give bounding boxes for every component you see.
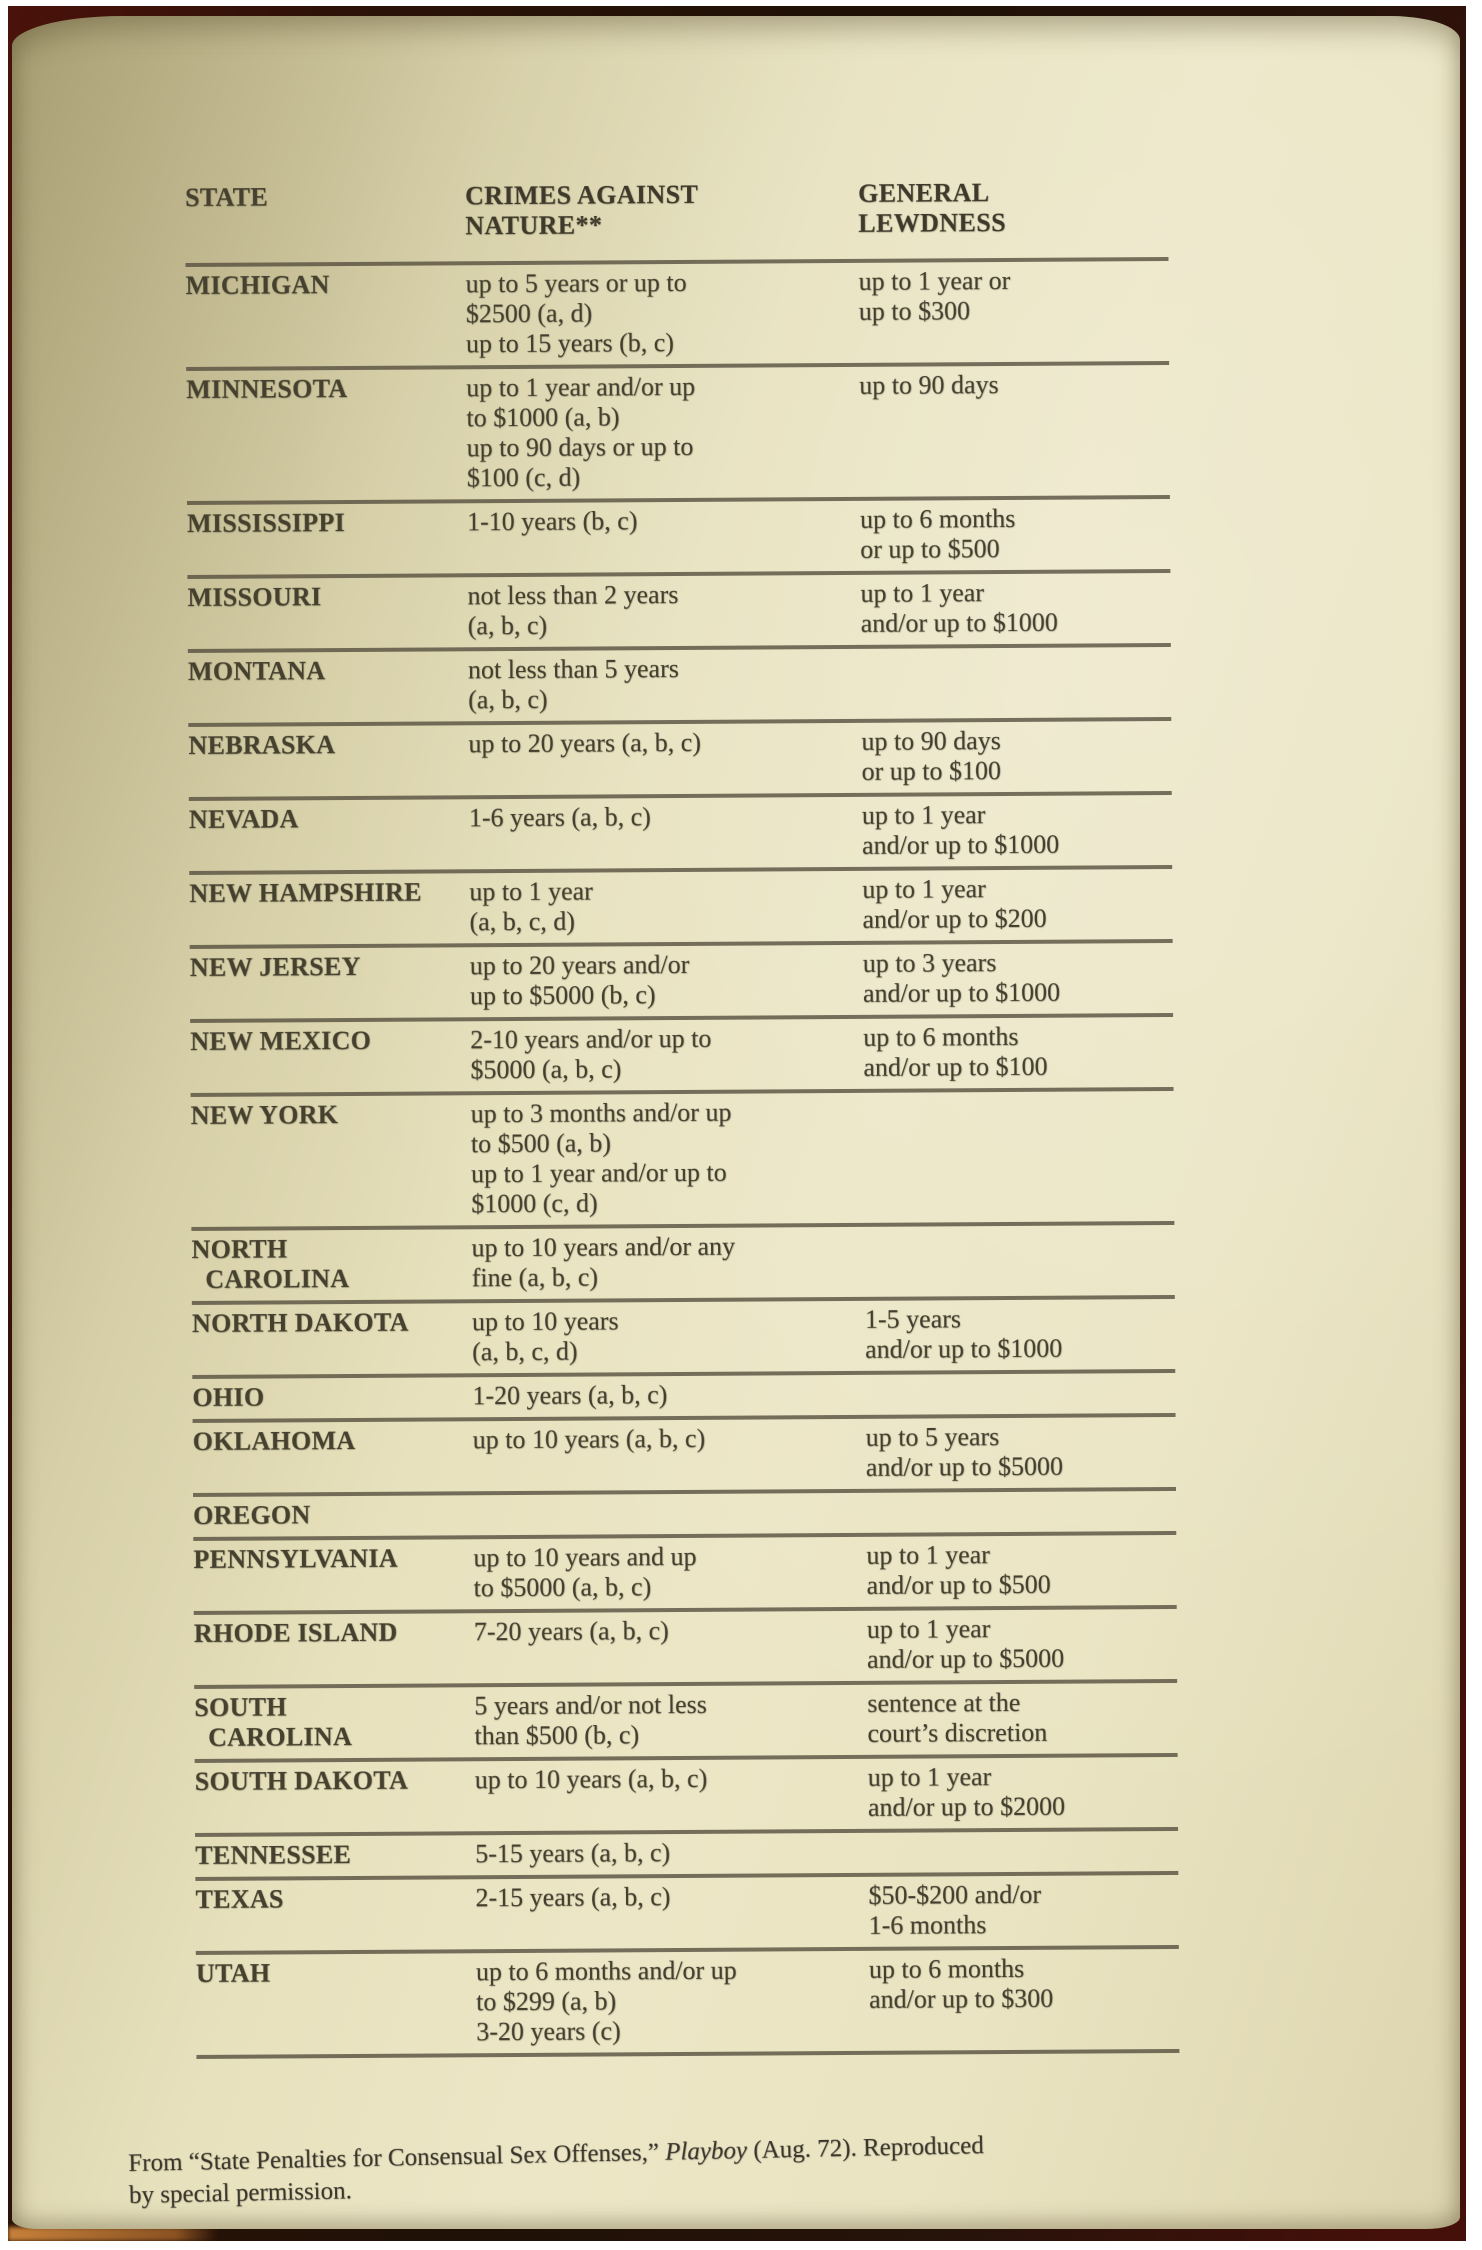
state-cell: NEW YORK	[190, 1100, 339, 1130]
book-page	[12, 16, 1460, 2229]
crimes-cell: up to 20 years and/or up to $5000 (b, c)	[469, 949, 690, 1011]
header-crimes-against-nature: CRIMES AGAINST NATURE**	[464, 179, 699, 241]
crimes-cell: up to 20 years (a, b, c)	[468, 727, 701, 759]
table-header-row	[185, 177, 1168, 263]
crimes-cell: up to 10 years and up to $5000 (a, b, c)	[473, 1541, 697, 1603]
lewdness-cell: sentence at the court’s discretion	[867, 1687, 1048, 1748]
crimes-cell: 2-15 years (a, b, c)	[475, 1882, 671, 1913]
crimes-cell: up to 10 years and/or any fine (a, b, c)	[471, 1231, 736, 1293]
header-general-lewdness: GENERAL LEWDNESS	[857, 178, 1007, 238]
state-cell: UTAH	[195, 1958, 271, 1988]
lewdness-cell: up to 90 days or up to $100	[861, 726, 1002, 786]
crimes-cell	[473, 1497, 866, 1529]
state-cell: MISSOURI	[187, 582, 322, 612]
crimes-cell: 1-20 years (a, b, c)	[472, 1380, 668, 1411]
table-body	[185, 257, 1179, 2055]
header-state: STATE	[185, 182, 269, 212]
crimes-cell: 1-10 years (b, c)	[466, 506, 638, 537]
state-cell: NEW HAMPSHIRE	[189, 877, 422, 908]
lewdness-cell: up to 1 year and/or up to $2000	[867, 1762, 1066, 1822]
state-cell: OKLAHOMA	[192, 1425, 356, 1456]
state-cell: NEW MEXICO	[190, 1025, 372, 1056]
lewdness-cell: up to 1 year and/or up to $1000	[860, 578, 1058, 638]
table-row	[193, 1413, 1176, 1493]
crimes-cell: 2-10 years and/or up to $5000 (a, b, c)	[470, 1023, 712, 1085]
crimes-cell: up to 10 years (a, b, c)	[474, 1763, 708, 1795]
lewdness-cell	[865, 1377, 1175, 1409]
lewdness-cell: $50-$200 and/or 1-6 months	[868, 1879, 1042, 1940]
state-cell: MONTANA	[187, 656, 326, 686]
source-note-text: From “State Penalties for Consensual Sex Offenses,”	[128, 2138, 666, 2177]
table-row	[187, 569, 1170, 649]
table-row	[190, 1013, 1173, 1093]
crimes-cell: not less than 2 years (a, b, c)	[467, 579, 679, 641]
state-cell: SOUTH DAKOTA	[194, 1765, 409, 1796]
table-row	[188, 643, 1171, 723]
table-row	[193, 1531, 1176, 1611]
table-row	[185, 257, 1169, 367]
table-row	[192, 1295, 1175, 1375]
crimes-cell: 7-20 years (a, b, c)	[473, 1616, 669, 1647]
crimes-cell: up to 10 years (a, b, c, d)	[471, 1306, 619, 1367]
crimes-cell: up to 10 years (a, b, c)	[472, 1423, 706, 1455]
table-row	[191, 1221, 1174, 1301]
lewdness-cell: up to 1 year or up to $300	[858, 265, 1011, 326]
lewdness-cell: up to 90 days	[859, 370, 999, 400]
state-cell: SOUTH CAROLINA	[194, 1692, 353, 1752]
table-row	[186, 361, 1170, 501]
table-row	[195, 1871, 1178, 1951]
state-cell: NEVADA	[188, 804, 299, 834]
crimes-cell: not less than 5 years (a, b, c)	[467, 653, 679, 715]
state-cell: MISSISSIPPI	[186, 508, 346, 538]
lewdness-cell: up to 5 years and/or up to $5000	[865, 1422, 1064, 1482]
lewdness-cell: up to 3 years and/or up to $1000	[862, 948, 1061, 1008]
lewdness-cell	[864, 1095, 1175, 1217]
lewdness-cell: 1-5 years and/or up to $1000	[864, 1304, 1063, 1364]
source-note	[128, 2123, 1309, 2212]
state-cell: NEW JERSEY	[189, 951, 361, 982]
table-row	[191, 1087, 1175, 1227]
lewdness-cell	[868, 1835, 1178, 1867]
table-row	[189, 791, 1172, 871]
source-note-rest: (Aug. 72). Reproduced by special permission.	[128, 2132, 985, 2209]
crimes-cell: up to 1 year and/or up to $1000 (a, b) up to 90 days or up to $100 (c, d)	[466, 371, 696, 493]
table-row	[192, 1369, 1175, 1419]
table-row	[190, 939, 1173, 1019]
crimes-cell: up to 3 months and/or up to $500 (a, b) up to 1 year and/or up to $1000 (c, d)	[470, 1097, 732, 1219]
table-row	[195, 1827, 1178, 1877]
table-row	[188, 717, 1171, 797]
lewdness-cell: up to 1 year and/or up to $5000	[866, 1614, 1065, 1674]
crimes-cell: up to 6 months and/or up to $299 (a, b) 3-20 years (c)	[475, 1955, 737, 2047]
state-cell: NORTH CAROLINA	[191, 1234, 350, 1294]
lewdness-cell	[861, 651, 1171, 713]
lewdness-cell: up to 6 months or up to $500	[859, 503, 1016, 564]
book-edge-accent	[8, 2227, 218, 2241]
lewdness-cell: up to 1 year and/or up to $1000	[861, 800, 1060, 860]
state-cell: MICHIGAN	[185, 270, 330, 300]
lewdness-cell: up to 1 year and/or up to $500	[866, 1540, 1051, 1600]
table-row	[189, 865, 1172, 945]
penalties-table	[185, 177, 1179, 2059]
crimes-cell: up to 1 year (a, b, c, d)	[469, 876, 593, 937]
state-cell: PENNSYLVANIA	[193, 1543, 398, 1574]
state-cell: OHIO	[192, 1382, 265, 1412]
table-row	[195, 1753, 1178, 1833]
table-row	[196, 1945, 1180, 2055]
crimes-cell: up to 5 years or up to $2500 (a, d) up to 15 years (b, c)	[465, 267, 687, 359]
crimes-cell: 5 years and/or not less than $500 (b, c)	[474, 1689, 707, 1751]
photo-background	[8, 6, 1466, 2241]
state-cell: TEXAS	[195, 1884, 284, 1914]
state-cell: NEBRASKA	[188, 730, 336, 760]
table-row	[194, 1605, 1177, 1685]
lewdness-cell: up to 6 months and/or up to $300	[868, 1953, 1054, 2014]
table-row	[193, 1487, 1176, 1537]
state-cell: OREGON	[193, 1500, 311, 1530]
table-row	[187, 495, 1170, 575]
lewdness-cell	[864, 1229, 1174, 1291]
lewdness-cell	[866, 1495, 1176, 1527]
lewdness-cell: up to 1 year and/or up to $200	[862, 874, 1047, 934]
lewdness-cell: up to 6 months and/or up to $100	[863, 1021, 1048, 1082]
table-row	[194, 1679, 1177, 1759]
state-cell: TENNESSEE	[195, 1840, 352, 1870]
state-cell: RHODE ISLAND	[193, 1617, 398, 1648]
source-publication: Playboy	[664, 2137, 748, 2166]
state-cell: NORTH DAKOTA	[191, 1307, 409, 1338]
state-cell: MINNESOTA	[186, 374, 348, 404]
crimes-cell: 1-6 years (a, b, c)	[468, 802, 651, 833]
crimes-cell: 5-15 years (a, b, c)	[475, 1838, 671, 1869]
